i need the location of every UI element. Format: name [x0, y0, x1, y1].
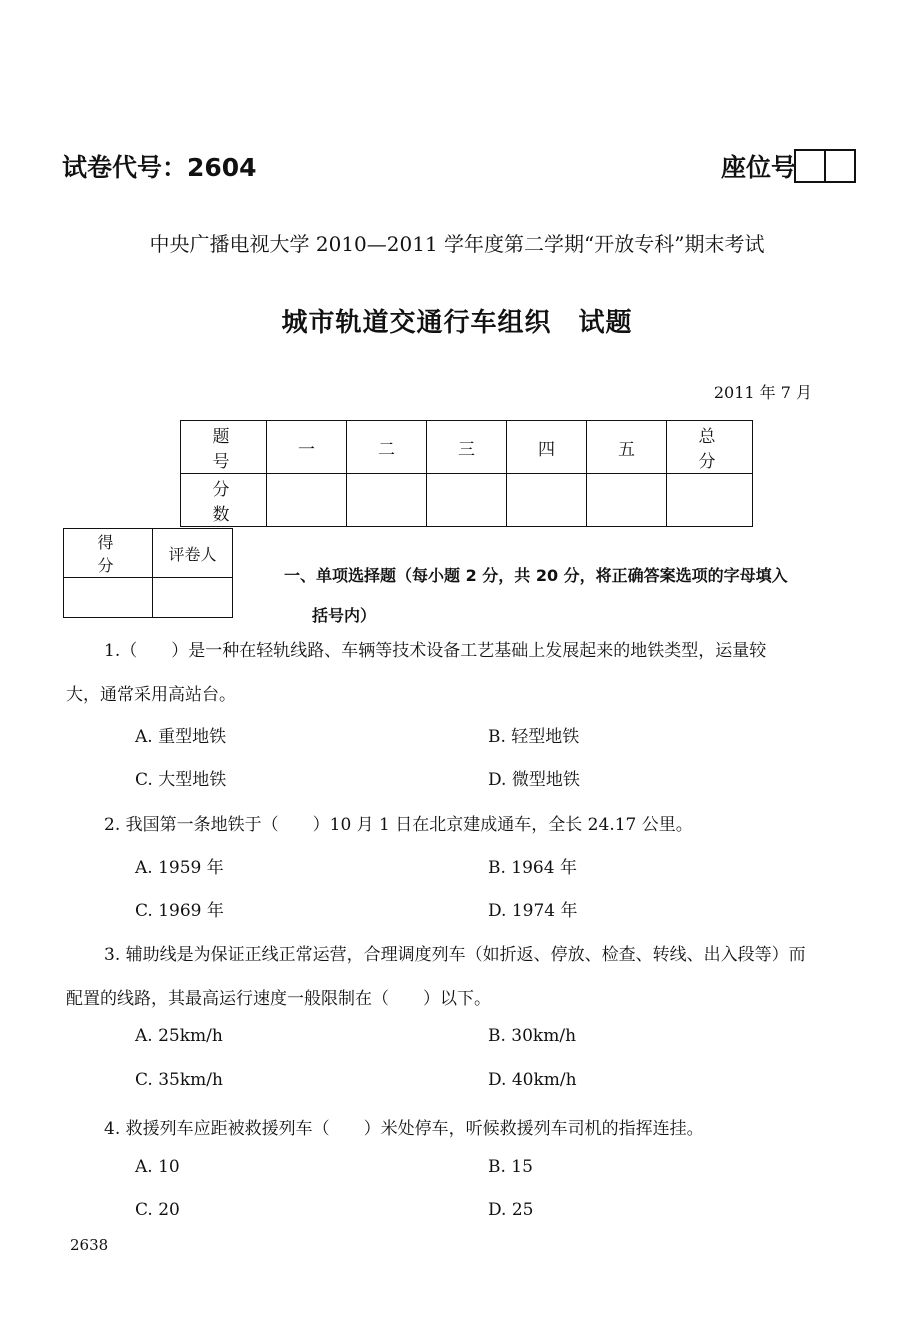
question-1-option-c: C. 大型地铁: [135, 770, 227, 790]
score-value-cell[interactable]: [587, 474, 667, 527]
score-value-cell[interactable]: [507, 474, 587, 527]
question-1-option-a: A. 重型地铁: [135, 727, 227, 747]
score-value-cell[interactable]: [667, 474, 753, 527]
question-4-option-a: A. 10: [135, 1157, 180, 1177]
question-4-option-b: B. 15: [488, 1157, 533, 1177]
question-3-line2: 配置的线路，其最高运行速度一般限制在（ ）以下。: [66, 989, 491, 1009]
section-1-line1: 一、单项选择题（每小题 2 分，共 20 分，将正确答案选项的字母填入: [284, 566, 788, 585]
question-3-option-c: C. 35km/h: [135, 1070, 223, 1090]
paper-code: 试卷代号：2604: [62, 153, 257, 182]
seat-label: 座位号: [720, 153, 796, 182]
score-header-cell: 五: [587, 421, 667, 474]
question-4-option-d: D. 25: [488, 1200, 534, 1220]
question-2-line1: 2. 我国第一条地铁于（ ）10 月 1 日在北京建成通车，全长 24.17 公里。: [104, 815, 693, 835]
question-2-option-a: A. 1959 年: [135, 858, 224, 878]
score-header-cell: 一: [267, 421, 347, 474]
question-1-option-b: B. 轻型地铁: [488, 727, 580, 747]
question-2-option-c: C. 1969 年: [135, 901, 224, 921]
section-1-heading: [284, 556, 859, 636]
question-2-option-b: B. 1964 年: [488, 858, 577, 878]
score-value-cell[interactable]: [267, 474, 347, 527]
exam-date: 2011 年 7 月: [713, 383, 812, 402]
question-3-option-d: D. 40km/h: [488, 1070, 577, 1090]
exam-title: 城市轨道交通行车组织 试题: [281, 308, 633, 338]
question-1-option-d: D. 微型地铁: [488, 770, 580, 790]
score-header-cell: 二: [347, 421, 427, 474]
score-row-label: 分 数: [181, 474, 267, 527]
score-table-header-row: [181, 421, 753, 474]
grader-score-cell[interactable]: [64, 578, 153, 618]
score-header-cell: 题 号: [181, 421, 267, 474]
grader-score-label: 得 分: [64, 529, 153, 578]
score-header-cell: 四: [507, 421, 587, 474]
question-3-option-b: B. 30km/h: [488, 1026, 577, 1046]
question-2-option-d: D. 1974 年: [488, 901, 578, 921]
score-value-cell[interactable]: [427, 474, 507, 527]
seat-box-2[interactable]: [824, 149, 856, 183]
question-4-option-c: C. 20: [135, 1200, 180, 1220]
score-header-cell: 总 分: [667, 421, 753, 474]
grader-name-cell[interactable]: [153, 578, 233, 618]
score-table: [180, 420, 757, 527]
grader-name-label: 评卷人: [153, 529, 233, 578]
exam-header: 中央广播电视大学 2010—2011 学年度第二学期“开放专科”期末考试: [149, 232, 765, 256]
seat-number-field: [721, 148, 856, 184]
question-1-line1: 1.（ ）是一种在轻轨线路、车辆等技术设备工艺基础上发展起来的地铁类型，运量较: [104, 641, 767, 661]
question-4-line1: 4. 救援列车应距被救援列车（ ）米处停车，听候救援列车司机的指挥连挂。: [104, 1119, 704, 1139]
seat-box-1[interactable]: [794, 149, 826, 183]
page-number: 2638: [70, 1236, 109, 1254]
question-3-option-a: A. 25km/h: [135, 1026, 223, 1046]
question-3-line1: 3. 辅助线是为保证正线正常运营，合理调度列车（如折返、停放、检查、转线、出入段等）而: [104, 945, 806, 965]
score-header-cell: 三: [427, 421, 507, 474]
grader-table: [63, 528, 233, 618]
section-1-line2: 括号内）: [312, 606, 377, 625]
score-table-value-row: [181, 474, 753, 527]
question-1-line2: 大，通常采用高站台。: [66, 685, 236, 705]
score-value-cell[interactable]: [347, 474, 427, 527]
